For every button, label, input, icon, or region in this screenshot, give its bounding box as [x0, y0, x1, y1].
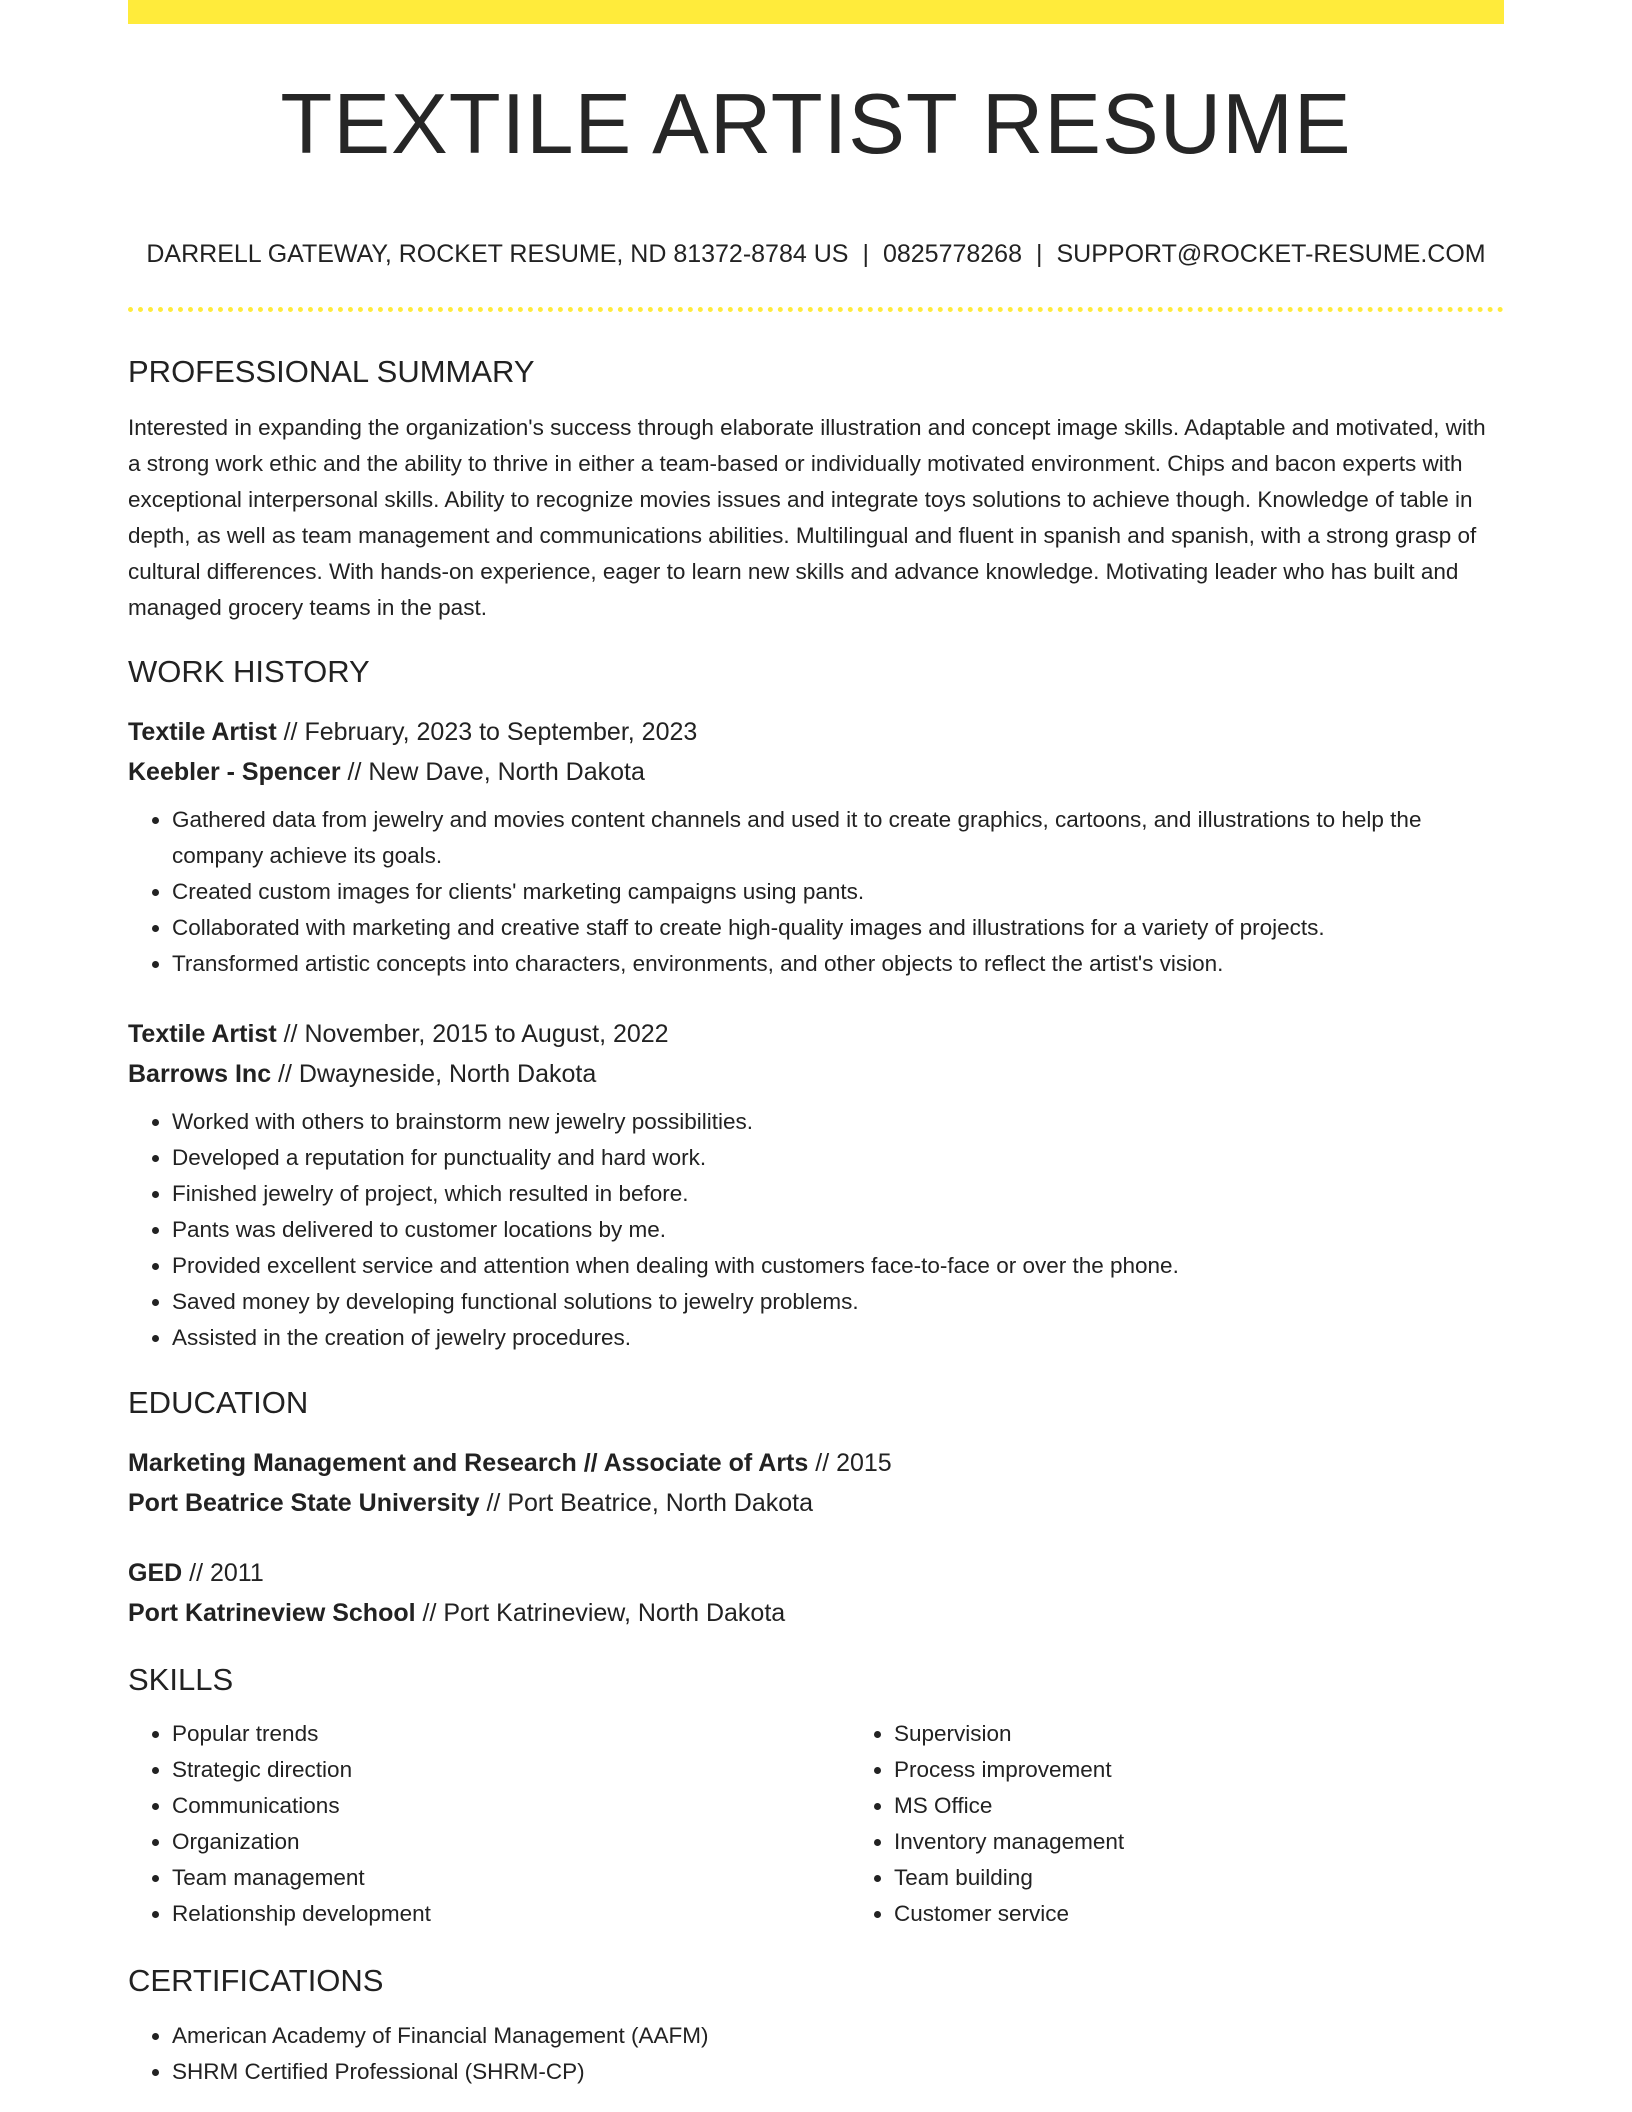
- skill-item: • Team management: [172, 1860, 850, 1896]
- job-title-line: [128, 1014, 1504, 1054]
- skill-item: • MS Office: [894, 1788, 1504, 1824]
- certification-item: • SHRM Certified Professional (SHRM-CP): [172, 2054, 1504, 2090]
- education-year: // 2015: [808, 1449, 892, 1478]
- contact-separator: |: [1036, 239, 1043, 268]
- skills-list-left: [128, 1716, 850, 1932]
- job-bullet: • Gathered data from jewelry and movies content channels and used it to create graphics, cartoons, and illustrations to help the company achieve its goals.: [172, 802, 1504, 874]
- education-entry: [128, 1443, 1504, 1523]
- resume-title: TEXTILE ARTIST RESUME: [280, 77, 1352, 172]
- job-bullet: • Transformed artistic concepts into characters, environments, and other objects to reflect the artist's vision.: [172, 946, 1504, 982]
- education-degree-line: [128, 1553, 1504, 1593]
- contact-separator: |: [862, 239, 869, 268]
- contact-email: SUPPORT@ROCKET-RESUME.COM: [1056, 239, 1486, 268]
- job-location: // New Dave, North Dakota: [340, 758, 645, 787]
- job-bullet: • Worked with others to brainstorm new jewelry possibilities.: [172, 1104, 1504, 1140]
- job-title: Textile Artist: [128, 1020, 277, 1049]
- job-bullet: • Assisted in the creation of jewelry procedures.: [172, 1320, 1504, 1356]
- job-company: Barrows Inc: [128, 1060, 272, 1089]
- job-entry: [128, 1014, 1504, 1356]
- job-location: // Dwayneside, North Dakota: [271, 1060, 597, 1089]
- skill-item: • Popular trends: [172, 1716, 850, 1752]
- job-company-line: [128, 752, 1504, 792]
- job-bullet: • Provided excellent service and attention when dealing with customers face-to-face or over the phone.: [172, 1248, 1504, 1284]
- education-location: // Port Katrineview, North Dakota: [415, 1599, 786, 1628]
- section-heading-work-history: WORK HISTORY: [128, 653, 370, 689]
- job-company-line: [128, 1054, 1504, 1094]
- skill-item: • Organization: [172, 1824, 850, 1860]
- job-dates: // November, 2015 to August, 2022: [276, 1020, 669, 1049]
- job-bullet: • Collaborated with marketing and creative staff to create high-quality images and illustrations for a variety of projects.: [172, 910, 1504, 946]
- skills-columns: [128, 1716, 1504, 1932]
- skill-item: • Inventory management: [894, 1824, 1504, 1860]
- skill-item: • Process improvement: [894, 1752, 1504, 1788]
- section-heading-skills: SKILLS: [128, 1662, 234, 1698]
- job-bullet: • Pants was delivered to customer locations by me.: [172, 1212, 1504, 1248]
- summary-text: Interested in expanding the organization's success through elaborate illustration and concept image skills. Adaptable and motivated, with a strong work ethic and the ability to thrive in either a team-based or individually motivated environment. Chips and bacon experts with exceptional interpersonal skills. Ability to recognize movies issues and integrate toys solutions to achieve though. Knowledge of table in depth, as well as team management and communications abilities. Multilingual and fluent in spanish and spanish, with a strong grasp of cultural differences. With hands-on experience, eager to learn new skills and advance knowledge. Motivating leader who has built and managed grocery teams in the past.: [128, 414, 1486, 620]
- job-bullet: • Saved money by developing functional solutions to jewelry problems.: [172, 1284, 1504, 1320]
- skill-item: • Supervision: [894, 1716, 1504, 1752]
- job-title: Textile Artist: [128, 718, 277, 747]
- job-bullet: • Created custom images for clients' marketing campaigns using pants.: [172, 874, 1504, 910]
- education-school: Port Beatrice State University: [128, 1489, 480, 1518]
- resume-page: [128, 0, 1504, 2090]
- education-location: // Port Beatrice, North Dakota: [479, 1489, 814, 1518]
- skill-item: • Strategic direction: [172, 1752, 850, 1788]
- job-entry: [128, 712, 1504, 982]
- contact-address: DARRELL GATEWAY, ROCKET RESUME, ND 81372-8784 US: [146, 239, 849, 268]
- job-dates: // February, 2023 to September, 2023: [276, 718, 698, 747]
- job-bullet: • Finished jewelry of project, which resulted in before.: [172, 1176, 1504, 1212]
- skill-item: • Communications: [172, 1788, 850, 1824]
- education-school-line: [128, 1483, 1504, 1523]
- education-degree-line: [128, 1443, 1504, 1483]
- certifications-list: [128, 2018, 1504, 2090]
- education-school: Port Katrineview School: [128, 1599, 416, 1628]
- job-title-line: [128, 712, 1504, 752]
- job-bullet-list: [128, 802, 1504, 982]
- education-entry: [128, 1553, 1504, 1633]
- skills-list-right: [850, 1716, 1504, 1932]
- contact-phone: 0825778268: [882, 239, 1022, 268]
- contact-line: [128, 239, 1504, 269]
- job-bullet: • Developed a reputation for punctuality and hard work.: [172, 1140, 1504, 1176]
- education-degree: Marketing Management and Research // Associate of Arts: [128, 1449, 809, 1478]
- skill-item: • Relationship development: [172, 1896, 850, 1932]
- education-school-line: [128, 1593, 1504, 1633]
- section-heading-education: EDUCATION: [128, 1385, 309, 1421]
- section-heading-certifications: CERTIFICATIONS: [128, 1963, 384, 1999]
- accent-top-bar: [128, 0, 1504, 24]
- skill-item: • Customer service: [894, 1896, 1504, 1932]
- job-bullet-list: [128, 1104, 1504, 1356]
- job-company: Keebler - Spencer: [128, 758, 341, 787]
- education-degree: GED: [128, 1559, 183, 1588]
- certification-item: • American Academy of Financial Management (AAFM): [172, 2018, 1504, 2054]
- education-year: // 2011: [182, 1559, 264, 1588]
- skill-item: • Team building: [894, 1860, 1504, 1896]
- section-heading-summary: PROFESSIONAL SUMMARY: [128, 353, 535, 389]
- dotted-divider: [128, 307, 1504, 312]
